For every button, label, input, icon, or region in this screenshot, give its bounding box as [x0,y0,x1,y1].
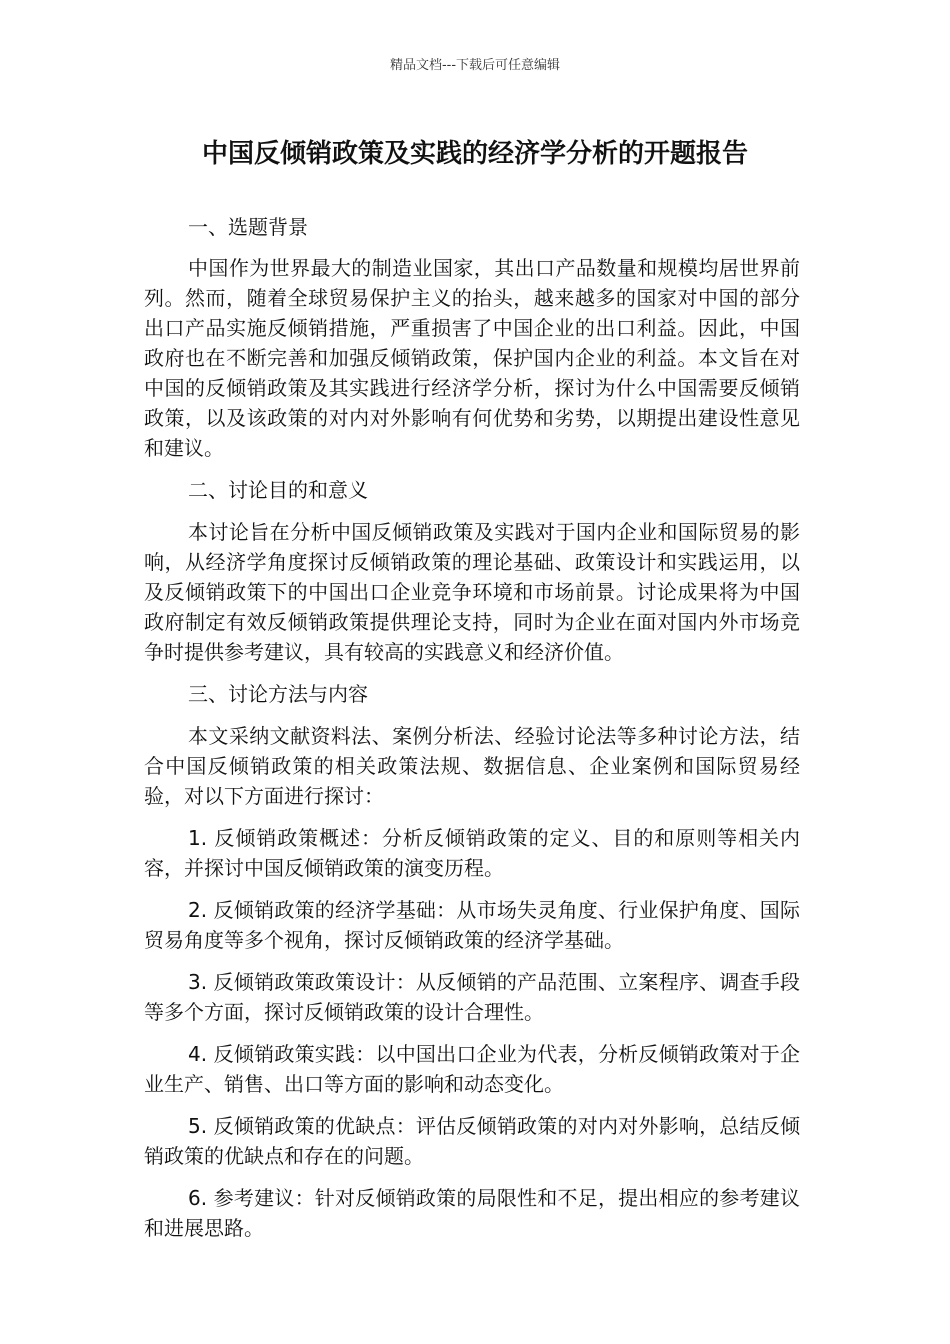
list-item-2: 2. 反倾销政策的经济学基础：从市场失灵角度、行业保护角度、国际贸易角度等多个视角，探讨反倾销政策的经济学基础。 [144,898,800,952]
paragraph-methods-intro: 本文采纳文献资料法、案例分析法、经验讨论法等多种讨论方法，结合中国反倾销政策的相关政策法规、数据信息、企业案例和国际贸易经验，对以下方面进行探讨： [144,724,800,808]
list-item-3: 3. 反倾销政策政策设计：从反倾销的产品范围、立案程序、调查手段等多个方面，探讨反倾销政策的设计合理性。 [144,970,800,1024]
paragraph-purpose: 本讨论旨在分析中国反倾销政策及实践对于国内企业和国际贸易的影响，从经济学角度探讨反倾销政策的理论基础、政策设计和实践运用，以及反倾销政策下的中国出口企业竞争环境和市场前景。讨论成果将为中国政府制定有效反倾销政策提供理论支持，同时为企业在面对国内外市场竞争时提供参考建议，具有较高的实践意义和经济价值。 [144,520,800,664]
list-item-4: 4. 反倾销政策实践：以中国出口企业为代表，分析反倾销政策对于企业生产、销售、出口等方面的影响和动态变化。 [144,1042,800,1096]
paragraph-background: 中国作为世界最大的制造业国家，其出口产品数量和规模均居世界前列。然而，随着全球贸易保护主义的抬头，越来越多的国家对中国的部分出口产品实施反倾销措施，严重损害了中国企业的出口利益。因此，中国政府也在不断完善和加强反倾销政策，保护国内企业的利益。本文旨在对中国的反倾销政策及其实践进行经济学分析，探讨为什么中国需要反倾销政策，以及该政策的对内对外影响有何优势和劣势，以期提出建设性意见和建议。 [144,256,800,460]
document-body [144,212,800,1243]
list-item-1: 1. 反倾销政策概述：分析反倾销政策的定义、目的和原则等相关内容，并探讨中国反倾销政策的演变历程。 [144,826,800,880]
section-heading-background: 一、选题背景 [188,215,308,239]
document-title: 中国反倾销政策及实践的经济学分析的开题报告 [201,139,748,169]
section-heading-methods: 三、讨论方法与内容 [188,682,368,706]
header-note: 精品文档---下载后可任意编辑 [389,58,561,73]
section-heading-purpose: 二、讨论目的和意义 [188,478,368,502]
list-item-5: 5. 反倾销政策的优缺点：评估反倾销政策的对内对外影响，总结反倾销政策的优缺点和存在的问题。 [144,1114,800,1168]
list-item-6: 6. 参考建议：针对反倾销政策的局限性和不足，提出相应的参考建议和进展思路。 [144,1186,800,1240]
